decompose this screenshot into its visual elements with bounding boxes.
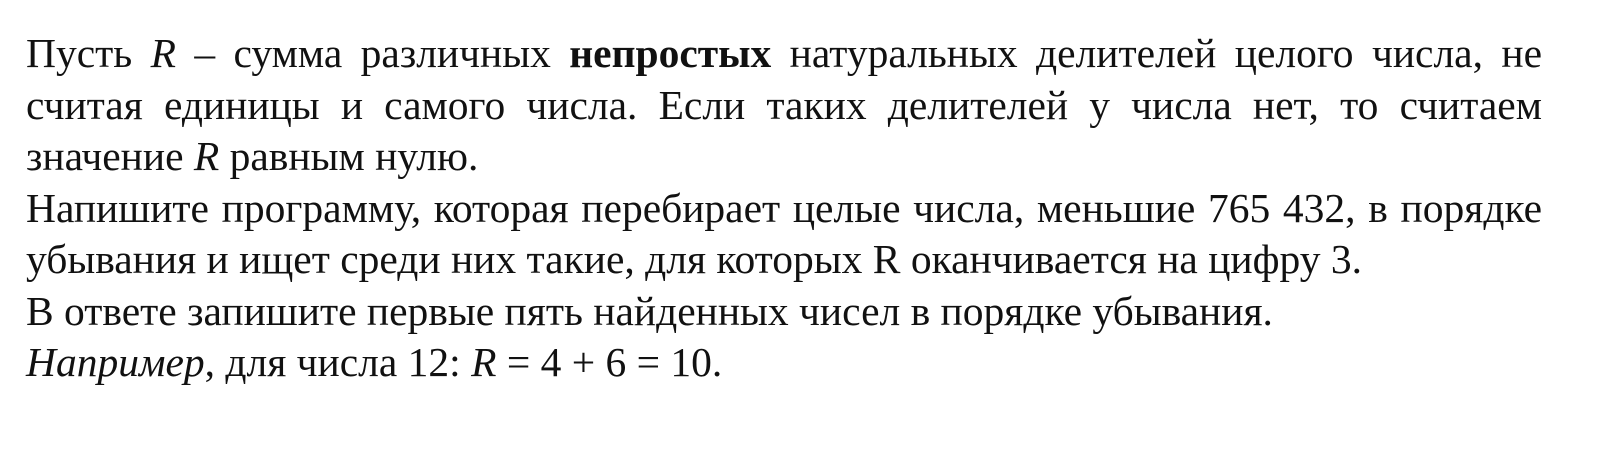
text-segment: равным нулю. [219, 133, 479, 179]
paragraph-answer: В ответе запишите первые пять найденных чисел в порядке убывания. [26, 287, 1273, 334]
variable-r: R [150, 30, 176, 76]
task-statement [26, 28, 1542, 389]
text-segment: натуральных делителей целого числа, не считая единицы и самого числа. Если таких делителей у числа нет, то считаем значение [26, 30, 1542, 179]
paragraph-program: Напишите программу, которая перебирает целые числа, меньшие 765 432, в порядке убывания и ищет среди них такие, для которых R оканчивается на цифру 3. [26, 184, 1542, 282]
text-segment: = 4 + 6 = 10. [496, 339, 723, 385]
text-segment: Пусть [26, 30, 151, 76]
variable-r: R [471, 339, 497, 385]
bold-term: непростых [569, 30, 772, 76]
text-segment: , для числа 12: [204, 339, 472, 385]
text-segment: – сумма различных [175, 30, 570, 76]
paragraph-example [26, 337, 1542, 389]
paragraph-definition [26, 28, 1542, 183]
variable-r: R [193, 133, 220, 179]
example-label: Например [26, 339, 205, 385]
